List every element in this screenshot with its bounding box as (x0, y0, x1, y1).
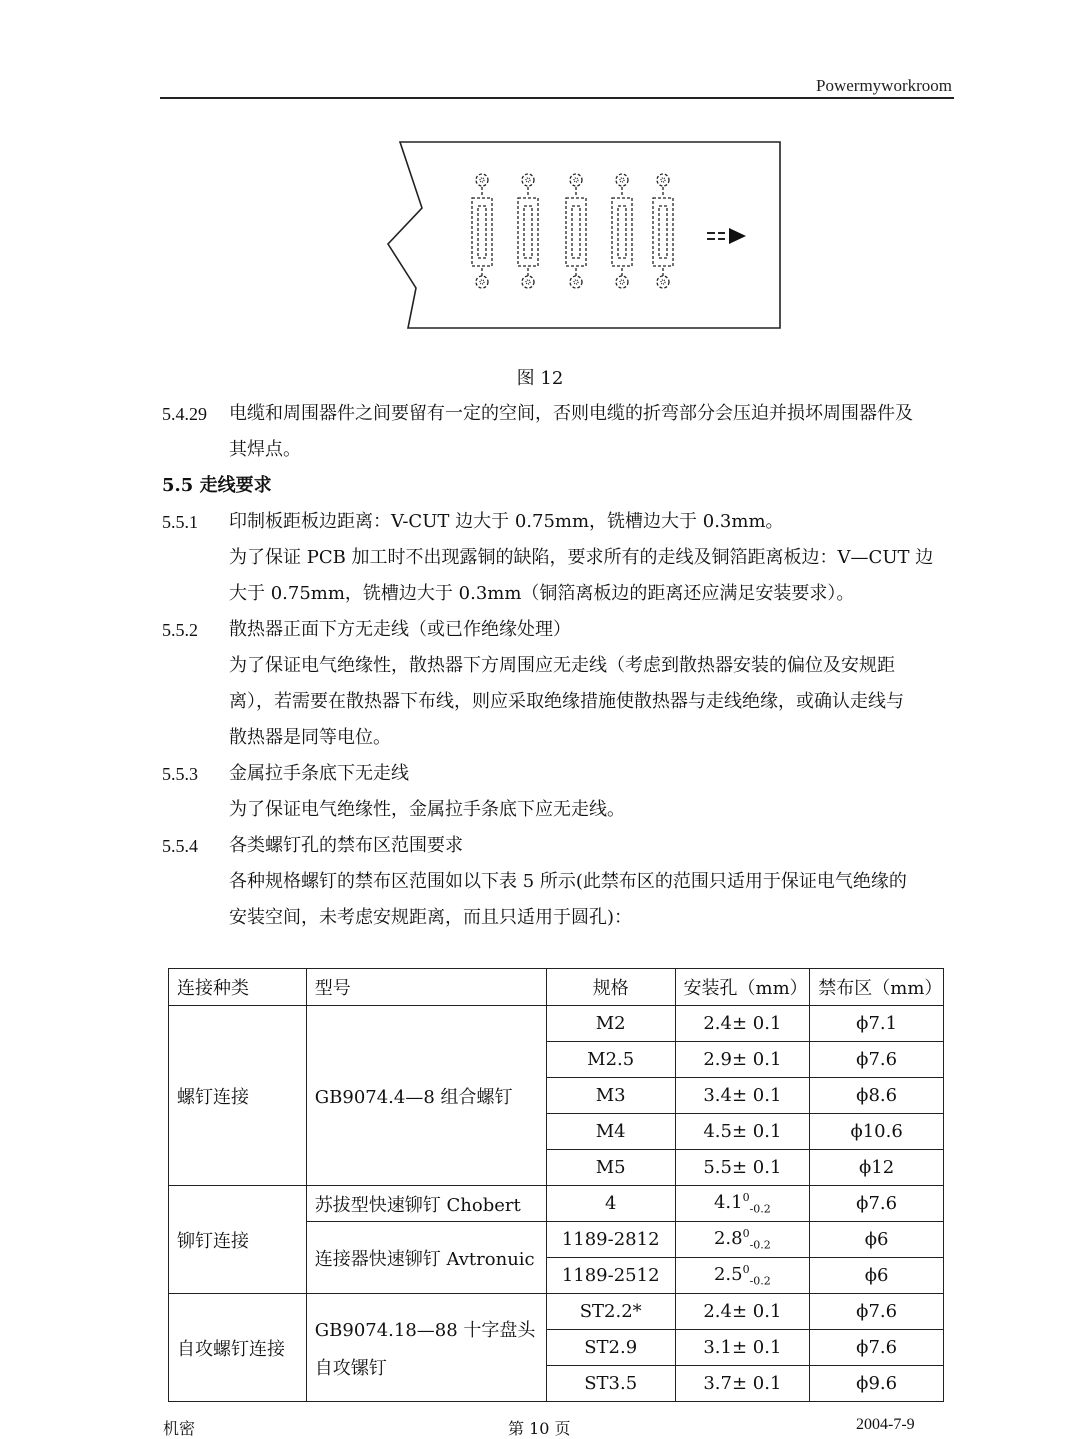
cell-keepout: ϕ7.6 (810, 1294, 944, 1330)
paragraph-line: 各种规格螺钉的禁布区范围如以下表 5 所示(此禁布区的范围只适用于保证电气绝缘的 (229, 871, 907, 892)
header-brand: Powermyworkroom (816, 76, 952, 95)
subsection-title: 各类螺钉孔的禁布区范围要求 (229, 835, 463, 856)
footer-confidential: 机密 (163, 1419, 196, 1438)
header-rule (160, 97, 954, 99)
component-body (612, 198, 632, 266)
pcb-board-outline (388, 142, 780, 328)
pad-bottom-hole (620, 280, 624, 284)
col-header-hole: 安装孔（mm） (675, 969, 810, 1006)
section-number: 5.4.29 (162, 404, 207, 424)
pad-bottom (476, 276, 488, 288)
component-core (478, 206, 486, 258)
model-line: 自攻镙钉 (314, 1357, 387, 1379)
section-number: 5.5.4 (162, 836, 198, 856)
cell-hole: 2.4± 0.1 (675, 1006, 810, 1042)
cell-model: 苏拔型快速铆钉 Chobert (306, 1186, 546, 1222)
pad-top-hole (661, 178, 665, 182)
hole-tol-upper: 0 (742, 1227, 750, 1241)
cell-hole (675, 1222, 810, 1258)
cell-spec: M3 (546, 1078, 675, 1114)
pad-top (570, 174, 582, 186)
cell-spec: 1189-2812 (546, 1222, 675, 1258)
footer-date: 2004-7-9 (856, 1416, 915, 1433)
arrow-head (729, 228, 746, 244)
hole-base: 2.5 (713, 1264, 743, 1286)
cell-connection-type: 自攻螺钉连接 (169, 1294, 307, 1402)
paragraph-line: 电缆和周围器件之间要留有一定的空间，否则电缆的折弯部分会压迫并损坏周围器件及 (229, 403, 913, 424)
pad-top-hole (480, 178, 484, 182)
component-body (472, 198, 492, 266)
cell-model: 连接器快速铆钉 Avtronuic (306, 1222, 546, 1294)
component-body (653, 198, 673, 266)
cell-keepout: ϕ10.6 (810, 1114, 944, 1150)
hole-base: 2.8 (713, 1228, 743, 1250)
cell-keepout: ϕ7.6 (810, 1330, 944, 1366)
component-row (472, 174, 673, 288)
direction-arrow (707, 233, 725, 239)
pad-bottom-hole (480, 280, 484, 284)
pad-bottom (616, 276, 628, 288)
pad-top (616, 174, 628, 186)
col-header-type: 连接种类 (169, 969, 307, 1006)
table-header-row (169, 969, 944, 1006)
hole-tol-upper: 0 (742, 1263, 750, 1277)
pad-top-hole (526, 178, 530, 182)
hole-tol-lower: -0.2 (749, 1238, 771, 1252)
cell-keepout: ϕ7.6 (810, 1042, 944, 1078)
cell-spec: ST3.5 (546, 1366, 675, 1402)
cell-hole: 2.9± 0.1 (675, 1042, 810, 1078)
cell-spec: ST2.2* (546, 1294, 675, 1330)
hole-base: 4.1 (713, 1192, 743, 1214)
cell-keepout: ϕ6 (810, 1258, 944, 1294)
section-number: 5.5.2 (162, 620, 198, 640)
pad-bottom-hole (526, 280, 530, 284)
pad-bottom (657, 276, 669, 288)
col-header-keepout: 禁布区（mm） (810, 969, 944, 1006)
subsection-title: 金属拉手条底下无走线 (229, 763, 409, 784)
table-row (169, 1006, 944, 1042)
section-number: 5.5.1 (162, 512, 198, 532)
cell-connection-type: 铆钉连接 (169, 1186, 307, 1294)
footer-page-number: 第 10 页 (508, 1419, 571, 1438)
cell-keepout: ϕ12 (810, 1150, 944, 1186)
cell-spec: M4 (546, 1114, 675, 1150)
pad-top-hole (574, 178, 578, 182)
cell-keepout: ϕ9.6 (810, 1366, 944, 1402)
cell-connection-type: 螺钉连接 (169, 1006, 307, 1186)
cell-spec: M2.5 (546, 1042, 675, 1078)
cell-spec: 1189-2512 (546, 1258, 675, 1294)
cell-hole (675, 1186, 810, 1222)
cell-model (306, 1294, 546, 1402)
cell-hole: 3.1± 0.1 (675, 1330, 810, 1366)
section-number: 5.5.3 (162, 764, 198, 784)
hole-tol-upper: 0 (742, 1191, 750, 1205)
paragraph-line: 大于 0.75mm，铣槽边大于 0.3mm（铜箔离板边的距离还应满足安装要求）。 (229, 583, 855, 604)
component-body (566, 198, 586, 266)
subsection-title: 印制板距板边距离：V-CUT 边大于 0.75mm，铣槽边大于 0.3mm。 (229, 511, 784, 532)
pad-top (476, 174, 488, 186)
paragraph-line: 离），若需要在散热器下布线，则应采取绝缘措施使散热器与走线绝缘，或确认走线与 (229, 691, 904, 712)
cell-spec: M5 (546, 1150, 675, 1186)
component-core (572, 206, 580, 258)
pad-top-hole (620, 178, 624, 182)
screw-keepout-table (168, 968, 944, 1402)
pad-bottom-hole (661, 280, 665, 284)
cell-spec: ST2.9 (546, 1330, 675, 1366)
hole-tol-lower: -0.2 (749, 1274, 771, 1288)
figure-12-diagram (380, 136, 790, 336)
cell-hole: 5.5± 0.1 (675, 1150, 810, 1186)
pad-bottom (522, 276, 534, 288)
cell-hole: 3.4± 0.1 (675, 1078, 810, 1114)
paragraph-line: 为了保证电气绝缘性，金属拉手条底下应无走线。 (229, 799, 625, 820)
cell-keepout: ϕ7.6 (810, 1186, 944, 1222)
model-line: GB9074.18—88 十字盘头 (314, 1319, 536, 1341)
cell-keepout: ϕ7.1 (810, 1006, 944, 1042)
paragraph-line: 为了保证电气绝缘性，散热器下方周围应无走线（考虑到散热器安装的偏位及安规距 (229, 655, 895, 676)
pad-top (657, 174, 669, 186)
figure-caption: 图 12 (516, 368, 564, 389)
cell-model: GB9074.4—8 组合螺钉 (306, 1006, 546, 1186)
paragraph-line: 安装空间，未考虑安规距离，而且只适用于圆孔)： (229, 907, 633, 928)
paragraph-line: 散热器是同等电位。 (229, 727, 391, 748)
table-row (169, 1294, 944, 1330)
col-header-spec: 规格 (546, 969, 675, 1006)
cell-keepout: ϕ8.6 (810, 1078, 944, 1114)
component-core (659, 206, 667, 258)
cell-hole (675, 1258, 810, 1294)
cell-hole: 4.5± 0.1 (675, 1114, 810, 1150)
cell-spec: 4 (546, 1186, 675, 1222)
section-heading: 5.5 走线要求 (162, 475, 272, 496)
component-core (524, 206, 532, 258)
cell-keepout: ϕ6 (810, 1222, 944, 1258)
pad-bottom (570, 276, 582, 288)
component-body (518, 198, 538, 266)
cell-hole: 2.4± 0.1 (675, 1294, 810, 1330)
paragraph-line: 为了保证 PCB 加工时不出现露铜的缺陷，要求所有的走线及铜箔距离板边：V—CUT 边 (229, 547, 934, 568)
pad-top (522, 174, 534, 186)
hole-tol-lower: -0.2 (749, 1202, 771, 1216)
subsection-title: 散热器正面下方无走线（或已作绝缘处理） (229, 619, 571, 640)
paragraph-line: 其焊点。 (229, 439, 301, 460)
col-header-model: 型号 (306, 969, 546, 1006)
component-core (618, 206, 626, 258)
cell-hole: 3.7± 0.1 (675, 1366, 810, 1402)
pad-bottom-hole (574, 280, 578, 284)
cell-spec: M2 (546, 1006, 675, 1042)
table-row (169, 1186, 944, 1222)
